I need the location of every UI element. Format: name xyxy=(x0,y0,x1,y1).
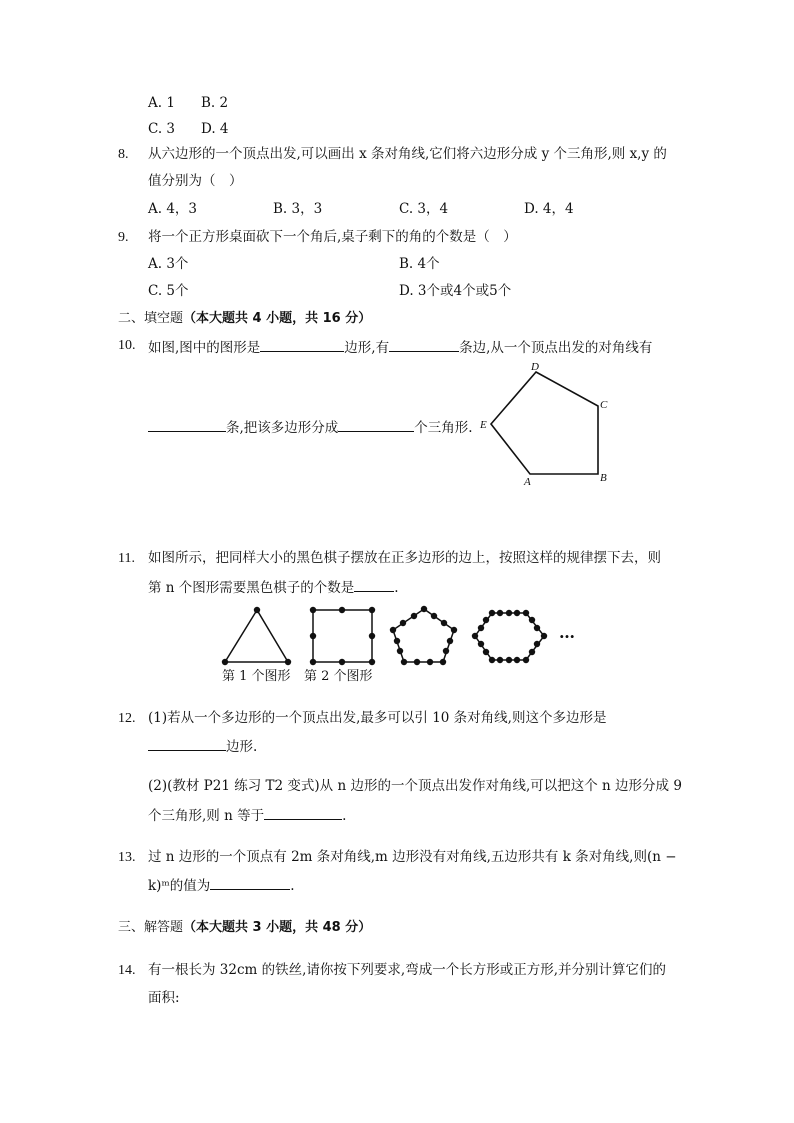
q14-line1: 有一根长为 32cm 的铁丝,请你按下列要求,弯成一个长方形或正方形,并分别计算它们的 xyxy=(148,962,666,978)
q9-number: 9. xyxy=(118,230,129,245)
q11-line1: 如图所示，把同样大小的黑色棋子摆放在正多边形的边上，按照这样的规律摆下去，则 xyxy=(148,550,661,566)
q7-option-d: D. 4 xyxy=(201,121,229,137)
vertex-label-b: B xyxy=(600,472,607,484)
q13-text: k)ᵐ的值为 xyxy=(148,878,211,894)
q8-option-d: D. 4，4 xyxy=(524,201,574,217)
q11-ellipsis: … xyxy=(559,623,575,642)
section2-title: 二、填空题 xyxy=(118,311,184,326)
q8-option-b: B. 3，3 xyxy=(273,201,323,217)
q11-blank[interactable] xyxy=(354,579,394,592)
q8-option-c: C. 3，4 xyxy=(399,201,449,217)
q12-part2-period: . xyxy=(342,808,347,824)
pentagon-shape-2 xyxy=(393,609,454,662)
q11-caption-2: 第 2 个图形 xyxy=(304,669,373,684)
q9-stem: 将一个正方形桌面砍下一个角后,桌子剩下的角的个数是（ ） xyxy=(148,229,517,245)
pentagon-shape xyxy=(491,372,598,474)
q11-period: . xyxy=(394,580,399,596)
q12-part2-line1: (2)(教材 P21 练习 T2 变式)从 n 边形的一个顶点出发作对角线,可以把这个 n 边形分成 9 xyxy=(148,778,682,794)
q10-text-2: 边形,有 xyxy=(344,340,390,356)
q10-line2 xyxy=(148,419,473,436)
q10-text-5: 个三角形. xyxy=(414,420,473,436)
vertex-label-e: E xyxy=(480,419,487,431)
q8-number: 8. xyxy=(118,147,129,162)
chess-pieces xyxy=(222,606,547,665)
q9-option-a: A. 3个 xyxy=(148,256,189,272)
q13-period: . xyxy=(290,878,295,894)
q11-line2 xyxy=(148,579,399,596)
q12-part2-line2 xyxy=(148,807,346,824)
q14-number: 14. xyxy=(118,963,136,978)
section3-heading xyxy=(118,921,371,934)
q10-blank-2[interactable] xyxy=(389,339,459,352)
q10-pentagon-figure xyxy=(476,358,616,488)
q13-line1: 过 n 边形的一个顶点有 2m 条对角线,m 边形没有对角线,五边形共有 k 条对角线,则(n − xyxy=(148,849,677,865)
q8-stem-line1: 从六边形的一个顶点出发,可以画出 x 条对角线,它们将六边形分成 y 个三角形,则 x,y 的 xyxy=(148,146,667,162)
section2-note: （本大题共 4 小题，共 16 分） xyxy=(183,311,372,326)
q13-line2 xyxy=(148,877,295,894)
q12-part1-answer xyxy=(148,738,257,755)
q9-option-c: C. 5个 xyxy=(148,283,189,299)
q11-text: 第 n 个图形需要黑色棋子的个数是 xyxy=(148,580,355,596)
q8-stem-line2: 值分别为（ ） xyxy=(148,173,243,189)
q11-number: 11. xyxy=(118,551,135,566)
q8-option-a: A. 4，3 xyxy=(148,201,198,217)
vertex-label-d: D xyxy=(531,361,539,373)
section3-note: （本大题共 3 小题，共 48 分） xyxy=(183,920,372,935)
q10-blank-3[interactable] xyxy=(148,419,226,432)
q13-blank[interactable] xyxy=(210,877,290,890)
q9-option-d: D. 3个或4个或5个 xyxy=(399,283,512,299)
q10-number: 10. xyxy=(118,338,136,353)
q13-number: 13. xyxy=(118,850,136,865)
q12-blank-2[interactable] xyxy=(264,807,342,820)
q12-part1-suffix: 边形. xyxy=(226,739,258,755)
q7-option-c: C. 3 xyxy=(148,121,176,137)
q7-option-b: B. 2 xyxy=(201,95,229,111)
square-shape xyxy=(313,610,372,662)
q10-line1 xyxy=(148,339,652,356)
q10-blank-4[interactable] xyxy=(338,419,414,432)
vertex-label-a: A xyxy=(524,476,531,488)
q12-part2-text: 个三角形,则 n 等于 xyxy=(148,808,265,824)
section2-heading xyxy=(118,312,371,325)
q14-line2: 面积: xyxy=(148,990,180,1006)
triangle-shape xyxy=(225,610,288,662)
q11-caption-1: 第 1 个图形 xyxy=(222,669,291,684)
q10-text-1: 如图,图中的图形是 xyxy=(148,340,261,356)
q10-text-3: 条边,从一个顶点出发的对角线有 xyxy=(459,340,653,356)
q7-option-a: A. 1 xyxy=(148,95,175,111)
q10-blank-1[interactable] xyxy=(260,339,344,352)
q12-blank-1[interactable] xyxy=(148,738,226,751)
vertex-label-c: C xyxy=(600,399,608,411)
q12-number: 12. xyxy=(118,711,136,726)
q11-polygon-sequence xyxy=(215,600,595,670)
q9-option-b: B. 4个 xyxy=(399,256,440,272)
section3-title: 三、解答题 xyxy=(118,920,184,935)
q10-text-4: 条,把该多边形分成 xyxy=(226,420,339,436)
q12-part1: (1)若从一个多边形的一个顶点出发,最多可以引 10 条对角线,则这个多边形是 xyxy=(148,710,607,726)
